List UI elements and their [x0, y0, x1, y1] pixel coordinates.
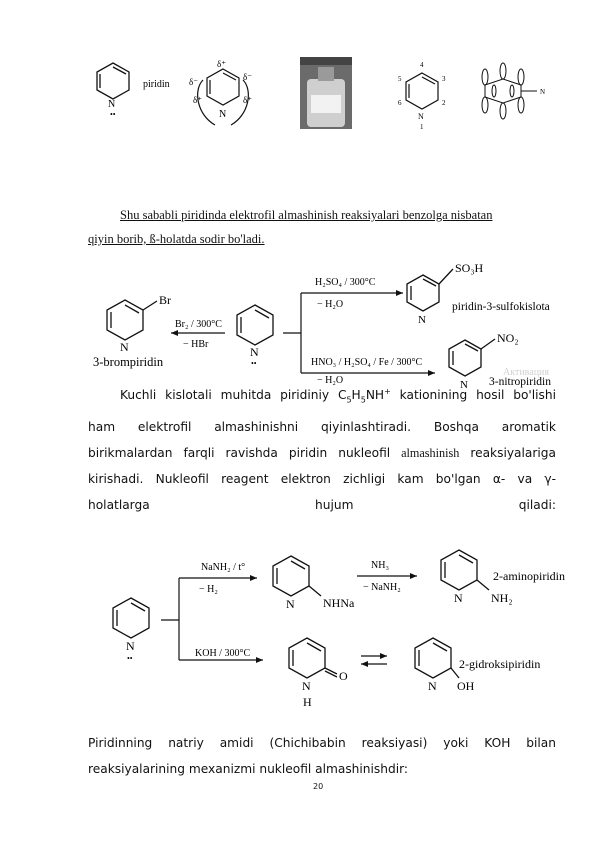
- hydroxylation-arrowhead: [256, 657, 263, 663]
- heading-line-1: Shu sababli piridinda elektrofil almashinish reaksiyalari benzolga nisbatan: [120, 208, 493, 222]
- numbered-pyridine-structure: [406, 73, 438, 109]
- amination-arrowhead: [250, 575, 257, 581]
- paragraph1-line5: holatlarga hujum qiladi:: [88, 497, 556, 512]
- pyridine-structure: [97, 63, 129, 99]
- paragraph2-line1: Piridinning natriy amidi (Chichibabin reaksiyasi) yoki KOH bilan: [88, 736, 556, 750]
- nitropyridine-name: 3-nitropiridin: [489, 376, 551, 388]
- hydrolysis-reagent: NH₃: [371, 560, 389, 571]
- pyridone-structure: [289, 638, 337, 678]
- nitration-byproduct: − H₂O: [317, 375, 344, 386]
- sulfonic-acid-name: piridin-3-sulfokislota: [452, 301, 550, 313]
- nitropyridine-n: N: [460, 379, 468, 391]
- nitration-conditions: HNO₃ / H₂SO₄ / Fe / 300°C: [311, 357, 423, 368]
- aminopyridine-name: 2-aminopiridin: [493, 569, 565, 583]
- orbital-n-label: N: [540, 88, 546, 96]
- position-2: 2: [442, 99, 446, 107]
- nitropyridine-structure: [449, 339, 495, 376]
- position-4: 4: [420, 61, 424, 69]
- bromination-arrowhead: [171, 330, 178, 336]
- starting-pyridine-n: N: [126, 639, 135, 653]
- intermediate-n: N: [286, 597, 295, 611]
- aminopyridine-structure: [441, 550, 489, 590]
- paragraph1-line2: ham elektrofil almashinishni qiyinlashtiradi. Boshqa aromatik: [88, 419, 556, 434]
- pi-orbital-drawing: [482, 63, 537, 119]
- delta-plus-top: δ⁺: [217, 59, 226, 69]
- sulfonic-acid-structure: [407, 269, 453, 311]
- hydroxylation-conditions: KOH / 300°C: [195, 648, 251, 659]
- central-pyridine-lone-pair: ••: [251, 359, 257, 368]
- so3h-group: SO₃H: [455, 261, 484, 275]
- charged-pyridine-n: N: [219, 109, 227, 120]
- bromination-byproduct: − HBr: [183, 339, 209, 350]
- pyridone-o: O: [339, 669, 348, 683]
- sodium-amide-intermediate-structure: [273, 556, 321, 596]
- sulfonic-acid-n: N: [418, 314, 426, 326]
- delta-minus-right: δ⁻: [243, 72, 252, 82]
- bromopyridine-name: 3-brompiridin: [93, 355, 164, 369]
- central-pyridine-structure: [237, 305, 273, 345]
- equilibrium-forward-head: [380, 653, 387, 659]
- pyridone-n: N: [302, 679, 311, 693]
- bromopyridine-structure: [107, 300, 157, 340]
- pyridine-bottle-photo: [300, 57, 352, 129]
- paragraph2-line2: reaksiyalarining mexanizmi nukleofil almashinishdir:: [88, 762, 409, 776]
- hydrolysis-arrowhead: [410, 573, 417, 579]
- hydroxypyridine-name: 2-gidroksipiridin: [459, 657, 541, 671]
- no2-group: NO₂: [497, 331, 519, 345]
- pyridine-figures-strip: [85, 45, 555, 135]
- paragraph1-line1: Kuchli kislotali muhitda piridiniy $C_5H_5NH^+$ kationining hosil bo'lishi: [120, 387, 556, 405]
- activation-watermark: Активация: [503, 367, 550, 378]
- amination-byproduct: − H₂: [199, 584, 218, 595]
- br-label: Br: [159, 293, 171, 307]
- pyridone-h: H: [303, 695, 312, 709]
- starting-pyridine-lone-pair: ••: [127, 654, 133, 663]
- bromination-conditions: Br₂ / 300°C: [175, 319, 222, 330]
- paragraph1-line3: birikmalardan farqli ravishda piridin nukleofil almashinish reaksiyalariga: [88, 445, 556, 460]
- sulfonation-byproduct: − H₂O: [317, 299, 344, 310]
- hydroxypyridine-n: N: [428, 679, 437, 693]
- hydroxypyridine-structure: [415, 638, 459, 678]
- paragraph1-line4: kirishadi. Nukleofil reagent elektron zichligi kam bo'lgan α- va γ-: [88, 471, 556, 486]
- nitration-arrowhead: [428, 370, 435, 376]
- paragraph-mechanism: [88, 730, 556, 782]
- numbered-pyridine-n: N: [418, 112, 424, 121]
- position-6: 6: [398, 99, 402, 107]
- nh2-group: NH₂: [491, 591, 513, 605]
- amination-conditions: NaNH₂ / t°: [201, 562, 246, 573]
- nhna-group: NHNa: [323, 596, 355, 610]
- aminopyridine-n: N: [454, 591, 463, 605]
- delta-plus-left: δ⁺: [193, 95, 202, 105]
- pyridine-lone-pair: ••: [110, 110, 116, 119]
- pyridine-n-label: N: [108, 99, 116, 110]
- starting-pyridine-structure: [113, 598, 149, 638]
- nucleophilic-substitution-scheme: [95, 540, 570, 720]
- page-number: 20: [313, 782, 324, 791]
- position-5: 5: [398, 75, 402, 83]
- paragraph-nucleophilic-intro: [88, 379, 556, 518]
- delta-plus-right: δ⁺: [243, 95, 252, 105]
- hydrolysis-byproduct: − NaNH₂: [363, 582, 401, 593]
- oh-group: OH: [457, 679, 475, 693]
- position-1: 1: [420, 123, 424, 131]
- central-pyridine-n: N: [250, 345, 259, 359]
- pyridine-label: piridin: [143, 79, 170, 90]
- heading-line-2: qiyin borib, ß-holatda sodir bo'ladi.: [88, 232, 265, 246]
- electrophilic-substitution-scheme: [85, 255, 560, 391]
- sulfonation-conditions: H₂SO₄ / 300°C: [315, 277, 376, 288]
- position-3: 3: [442, 75, 446, 83]
- bromopyridine-n: N: [120, 340, 129, 354]
- delta-minus-left: δ⁻: [189, 77, 198, 87]
- sulfonation-arrowhead: [396, 290, 403, 296]
- equilibrium-back-head: [361, 661, 368, 667]
